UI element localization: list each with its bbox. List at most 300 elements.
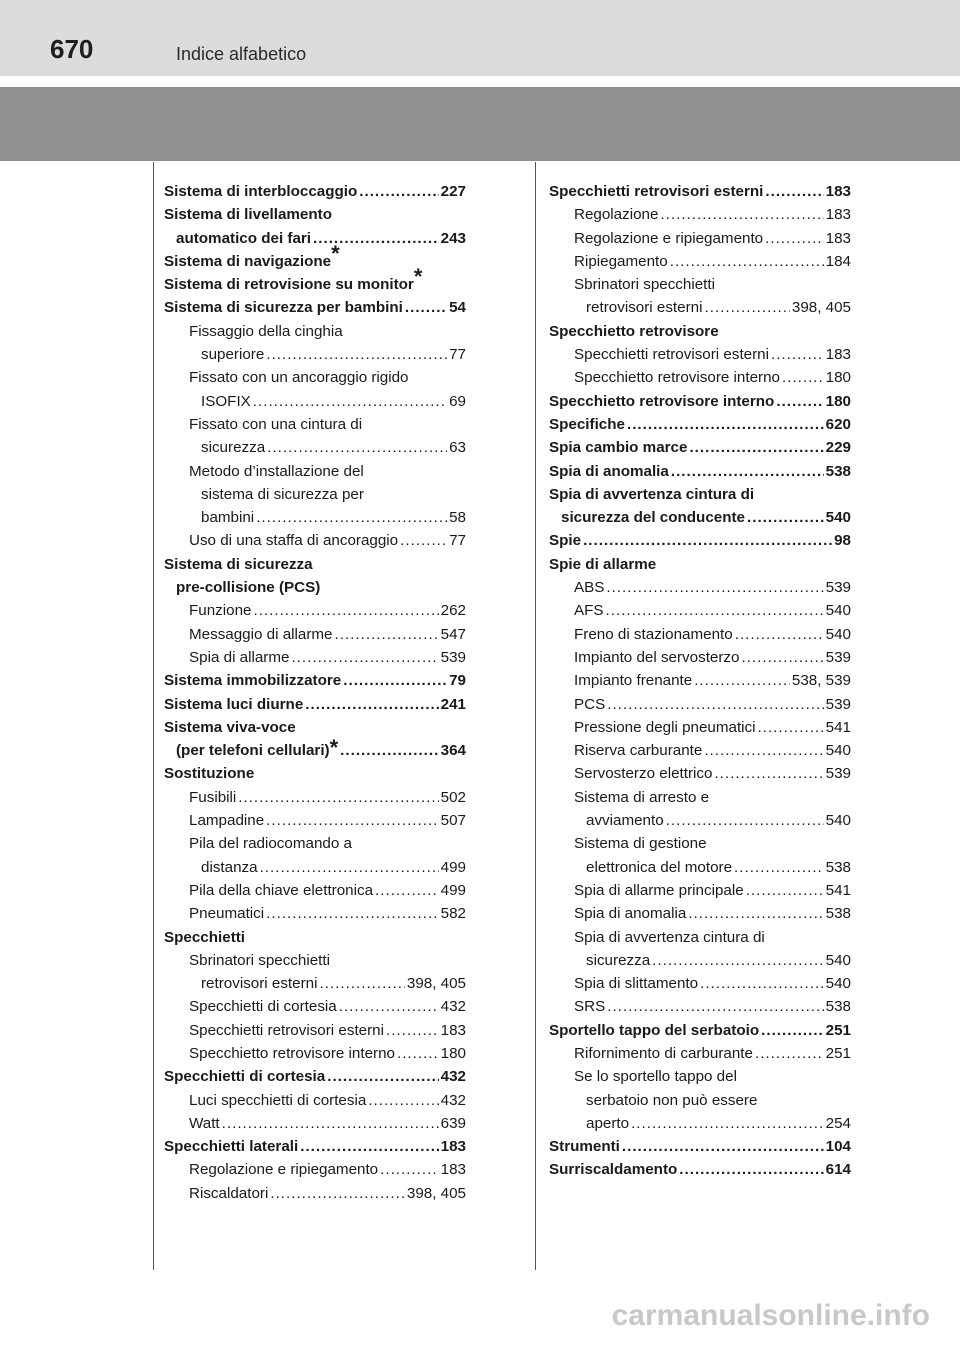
index-entry xyxy=(549,506,851,529)
dot-leader xyxy=(238,786,438,809)
entry-text: superiore xyxy=(201,346,265,364)
decorative-gray-band xyxy=(0,87,960,161)
footnote-asterisk: * xyxy=(413,264,423,290)
dot-leader xyxy=(671,460,824,483)
entry-text: Spia di avvertenza cintura di xyxy=(574,928,765,946)
dot-leader xyxy=(266,343,447,366)
entry-text: bambini xyxy=(201,509,255,527)
index-subentry xyxy=(164,506,466,529)
page-reference: 262 xyxy=(440,602,466,620)
page-reference: 639 xyxy=(440,1114,466,1132)
page-reference: 541 xyxy=(825,881,851,899)
entry-text: Spia di anomalia xyxy=(574,905,687,923)
entry-text: Regolazione e ripiegamento xyxy=(189,1161,379,1179)
index-subentry xyxy=(164,320,466,343)
entry-text: automatico dei fari xyxy=(176,229,312,247)
index-entry xyxy=(549,180,851,203)
index-entry xyxy=(164,203,466,226)
entry-text: serbatoio non può essere xyxy=(586,1091,758,1109)
page-reference: 241 xyxy=(440,695,466,713)
dot-leader xyxy=(704,739,823,762)
page-reference: 540 xyxy=(825,951,851,969)
dot-leader xyxy=(755,1042,824,1065)
page-reference: 541 xyxy=(825,718,851,736)
dot-leader xyxy=(256,506,447,529)
entry-text: Fusibili xyxy=(189,788,237,806)
dot-leader xyxy=(758,716,824,739)
entry-text: sicurezza xyxy=(586,951,651,969)
left-column-rule xyxy=(153,162,154,1270)
entry-text: Specchietto retrovisore interno xyxy=(549,392,775,410)
page-reference: 180 xyxy=(825,392,851,410)
entry-text: Impianto frenante xyxy=(574,672,693,690)
entry-text: Sistema luci diurne xyxy=(164,695,304,713)
index-subentry xyxy=(549,1089,851,1112)
entry-text: Sportello tappo del serbatoio xyxy=(549,1021,760,1039)
index-subentry xyxy=(164,436,466,459)
dot-leader xyxy=(339,995,439,1018)
index-subentry xyxy=(164,832,466,855)
entry-text: Specchietti retrovisori esterni xyxy=(189,1021,384,1039)
index-entry xyxy=(549,320,851,343)
index-subentry xyxy=(549,995,851,1018)
entry-text: ISOFIX xyxy=(201,392,251,410)
page-reference: 183 xyxy=(440,1021,466,1039)
dot-leader xyxy=(335,623,439,646)
index-column-left xyxy=(164,180,466,1205)
entry-text: Sistema di interbloccaggio xyxy=(164,183,358,200)
dot-leader xyxy=(359,180,438,203)
index-entry xyxy=(164,762,466,785)
index-entry xyxy=(164,716,466,739)
entry-text: Metodo d’installazione del xyxy=(189,462,364,480)
index-entry: (per telefoni cellulari) * ..... 364 xyxy=(164,739,466,762)
dot-leader xyxy=(704,296,789,319)
entry-text: Specchietti laterali xyxy=(164,1138,299,1156)
index-subentry xyxy=(164,995,466,1018)
entry-text: distanza xyxy=(201,858,258,876)
page-reference: 54 xyxy=(449,299,466,317)
dot-leader xyxy=(253,599,438,622)
entry-text: AFS xyxy=(574,602,604,620)
entry-text: Sistema di arresto e xyxy=(574,788,710,806)
entry-text: Pila della chiave elettronica xyxy=(189,881,374,899)
index-subentry xyxy=(549,366,851,389)
page-reference: 539 xyxy=(825,648,851,666)
index-subentry xyxy=(164,413,466,436)
dot-leader xyxy=(607,995,823,1018)
index-subentry xyxy=(164,856,466,879)
index-subentry xyxy=(164,809,466,832)
page-reference: 69 xyxy=(449,392,466,410)
index-entry xyxy=(549,529,851,552)
index-subentry xyxy=(549,786,851,809)
entry-text: SRS xyxy=(574,998,606,1016)
entry-text: Messaggio di allarme xyxy=(189,625,333,643)
entry-text: retrovisori esterni xyxy=(586,299,703,317)
dot-leader xyxy=(606,576,823,599)
page-reference: 540 xyxy=(825,625,851,643)
entry-text: Freno di stazionamento xyxy=(574,625,733,643)
page-reference: 539 xyxy=(440,648,466,666)
page-reference: 547 xyxy=(440,625,466,643)
entry-text: Spia cambio marce xyxy=(549,439,688,457)
index-subentry xyxy=(164,1112,466,1135)
page-reference: 183 xyxy=(440,1138,466,1156)
index-subentry xyxy=(549,250,851,273)
entry-text: Impianto del servosterzo xyxy=(574,648,740,666)
index-subentry xyxy=(549,296,851,319)
index-subentry xyxy=(549,576,851,599)
page-reference: 539 xyxy=(825,765,851,783)
index-subentry xyxy=(549,693,851,716)
entry-text: Uso di una staffa di ancoraggio xyxy=(189,532,399,550)
entry-text: Sistema di gestione xyxy=(574,835,707,853)
page-reference: 538 xyxy=(825,998,851,1016)
entry-text: Sistema di sicurezza per bambini xyxy=(164,299,403,317)
entry-text: Specchietto retrovisore interno xyxy=(189,1044,395,1062)
index-entry xyxy=(164,227,466,250)
dot-leader xyxy=(222,1112,439,1135)
index-subentry xyxy=(164,786,466,809)
entry-text: Spia di anomalia xyxy=(549,462,669,480)
entry-text: Spia di allarme xyxy=(189,648,290,666)
index-subentry xyxy=(549,832,851,855)
entry-text: Sistema di navigazione xyxy=(164,252,332,270)
index-subentry xyxy=(549,1065,851,1088)
dot-leader xyxy=(400,529,447,552)
index-subentry xyxy=(164,1158,466,1181)
dot-leader xyxy=(260,856,439,879)
entry-text: Rifornimento di carburante xyxy=(574,1044,753,1062)
index-entry xyxy=(549,1019,851,1042)
header-band xyxy=(0,0,960,76)
dot-leader xyxy=(375,879,439,902)
entry-text: Specchietto retrovisore interno xyxy=(574,369,780,387)
page-reference: 538 xyxy=(825,905,851,923)
index-subentry xyxy=(164,623,466,646)
index-subentry xyxy=(549,599,851,622)
entry-text: Spia di allarme principale xyxy=(574,881,744,899)
page-reference: 63 xyxy=(449,439,466,457)
dot-leader xyxy=(343,669,447,692)
index-entry xyxy=(164,693,466,716)
dot-leader xyxy=(319,972,404,995)
entry-text: sicurezza del conducente xyxy=(561,509,745,527)
entry-text: Lampadine xyxy=(189,812,265,830)
dot-leader xyxy=(622,1135,824,1158)
entry-text: Riserva carburante xyxy=(574,742,703,760)
page-reference: 364 xyxy=(440,742,466,760)
index-entry xyxy=(164,1135,466,1158)
index-subentry xyxy=(549,343,851,366)
dot-leader xyxy=(253,390,447,413)
dot-leader xyxy=(679,1158,823,1181)
index-entry xyxy=(164,576,466,599)
dot-leader xyxy=(689,436,823,459)
index-column-right xyxy=(549,180,851,1182)
dot-leader xyxy=(305,693,438,716)
dot-leader xyxy=(270,1182,405,1205)
page-reference: 183 xyxy=(825,346,851,364)
page-reference: 180 xyxy=(440,1044,466,1062)
entry-text: Servosterzo elettrico xyxy=(574,765,713,783)
index-subentry xyxy=(164,529,466,552)
right-column-rule xyxy=(535,162,536,1270)
dot-leader xyxy=(291,646,438,669)
page-reference: 77 xyxy=(449,346,466,364)
index-subentry xyxy=(549,646,851,669)
entry-text: Fissato con un ancoraggio rigido xyxy=(189,369,409,387)
index-subentry xyxy=(164,879,466,902)
index-subentry xyxy=(164,1042,466,1065)
index-subentry xyxy=(549,762,851,785)
page-reference: 432 xyxy=(440,998,466,1016)
page-reference: 104 xyxy=(825,1138,851,1156)
section-title: Indice alfabetico xyxy=(176,44,307,64)
dot-leader xyxy=(700,972,824,995)
dot-leader xyxy=(765,227,824,250)
entry-text: Sbrinatori specchietti xyxy=(189,951,330,969)
index-subentry xyxy=(549,273,851,296)
watermark: carmanualsonline.info xyxy=(611,1299,930,1332)
index-entry xyxy=(549,483,851,506)
entry-text: Pneumatici xyxy=(189,905,265,923)
page-reference: 432 xyxy=(440,1091,466,1109)
dot-leader xyxy=(606,599,824,622)
entry-text: PCS xyxy=(574,695,606,713)
page-reference: 538 xyxy=(825,462,851,480)
page-reference: 183 xyxy=(825,206,851,224)
entry-text: ABS xyxy=(574,579,605,597)
index-entry xyxy=(549,460,851,483)
index-subentry xyxy=(549,669,851,692)
index-subentry xyxy=(164,366,466,389)
index-subentry xyxy=(549,1112,851,1135)
index-subentry xyxy=(164,343,466,366)
index-subentry xyxy=(549,203,851,226)
dot-leader xyxy=(266,902,439,925)
index-entry xyxy=(164,296,466,319)
index-subentry xyxy=(164,483,466,506)
dot-leader xyxy=(631,1112,824,1135)
dot-leader xyxy=(627,413,824,436)
entry-text: avviamento xyxy=(586,812,664,830)
entry-text: Sistema viva-voce xyxy=(164,718,296,736)
index-entry xyxy=(549,436,851,459)
index-subentry xyxy=(549,809,851,832)
index-subentry xyxy=(164,1019,466,1042)
page-reference: 540 xyxy=(825,742,851,760)
page-reference: 398, 405 xyxy=(406,1184,466,1202)
entry-text: Spia di avvertenza cintura di xyxy=(549,485,755,503)
page-reference: 183 xyxy=(440,1161,466,1179)
index-entry xyxy=(164,553,466,576)
entry-text: Strumenti xyxy=(549,1138,620,1156)
dot-leader xyxy=(765,180,823,203)
dot-leader xyxy=(405,296,447,319)
page-reference: 432 xyxy=(440,1068,466,1086)
index-subentry xyxy=(549,739,851,762)
entry-text: Funzione xyxy=(189,602,252,620)
entry-text: Regolazione xyxy=(574,206,659,224)
dot-leader xyxy=(688,902,823,925)
dot-leader xyxy=(714,762,823,785)
page-reference: 539 xyxy=(825,695,851,713)
dot-leader xyxy=(747,506,824,529)
dot-leader xyxy=(735,623,824,646)
dot-leader xyxy=(368,1089,438,1112)
entry-text: Surriscaldamento xyxy=(549,1161,678,1179)
index-subentry xyxy=(164,902,466,925)
index-subentry xyxy=(164,646,466,669)
page-reference: 507 xyxy=(440,812,466,830)
entry-text: aperto xyxy=(586,1114,630,1132)
dot-leader xyxy=(782,366,824,389)
page-reference: 398, 405 xyxy=(791,299,851,317)
entry-text: Pila del radiocomando a xyxy=(189,835,352,853)
index-subentry xyxy=(549,227,851,250)
page-reference: 184 xyxy=(825,252,851,270)
page-reference: 540 xyxy=(825,509,851,527)
dot-leader xyxy=(607,693,823,716)
index-subentry xyxy=(549,623,851,646)
entry-text: Pressione degli pneumatici xyxy=(574,718,756,736)
entry-text: Se lo sportello tappo del xyxy=(574,1068,737,1086)
index-subentry xyxy=(549,949,851,972)
page-reference: 243 xyxy=(440,229,466,247)
entry-text: Specchietti di cortesia xyxy=(164,1068,326,1086)
page-reference: 180 xyxy=(825,369,851,387)
index-subentry xyxy=(164,1182,466,1205)
page-reference: 79 xyxy=(449,672,466,690)
entry-text: retrovisori esterni xyxy=(201,975,318,993)
entry-text: Fissato con una cintura di xyxy=(189,415,363,433)
entry-text: Specchietto retrovisore xyxy=(549,322,719,340)
index-subentry xyxy=(549,926,851,949)
page-reference: 538 xyxy=(825,858,851,876)
index-entry xyxy=(164,669,466,692)
index-subentry xyxy=(164,599,466,622)
entry-text: Luci specchietti di cortesia xyxy=(189,1091,367,1109)
dot-leader xyxy=(583,529,832,552)
dot-leader xyxy=(776,390,823,413)
page-reference: 614 xyxy=(825,1161,851,1179)
index-entry xyxy=(549,1135,851,1158)
page-reference: 251 xyxy=(825,1044,851,1062)
page-reference: 499 xyxy=(440,881,466,899)
dot-leader xyxy=(660,203,823,226)
entry-text: sicurezza xyxy=(201,439,266,457)
page-reference: 499 xyxy=(440,858,466,876)
index-subentry xyxy=(164,949,466,972)
entry-text: Sistema di retrovisione su monitor xyxy=(164,276,414,294)
page-reference: 540 xyxy=(825,975,851,993)
index-entry xyxy=(164,926,466,949)
index-subentry xyxy=(164,1089,466,1112)
entry-text: Regolazione e ripiegamento xyxy=(574,229,764,247)
page-reference: 98 xyxy=(834,532,851,550)
entry-text: Spie di allarme xyxy=(549,555,657,573)
dot-leader xyxy=(266,809,439,832)
page-reference: 183 xyxy=(825,229,851,247)
index-subentry xyxy=(549,879,851,902)
index-subentry xyxy=(164,390,466,413)
page-reference: 398, 405 xyxy=(406,975,466,993)
entry-text: Specchietti xyxy=(164,928,246,946)
page-reference: 58 xyxy=(449,509,466,527)
entry-text: Sbrinatori specchietti xyxy=(574,276,715,294)
index-subentry xyxy=(164,972,466,995)
dot-leader xyxy=(666,809,824,832)
entry-text: pre-collisione (PCS) xyxy=(176,579,321,597)
index-subentry xyxy=(549,902,851,925)
entry-text: Riscaldatori xyxy=(189,1184,269,1202)
dot-leader xyxy=(670,250,824,273)
dot-leader xyxy=(386,1019,439,1042)
dot-leader xyxy=(741,646,823,669)
index-entry xyxy=(164,1065,466,1088)
entry-text: Spie xyxy=(549,532,582,550)
entry-text: (per telefoni cellulari) xyxy=(176,742,330,760)
dot-leader xyxy=(267,436,447,459)
entry-text: Spia di slittamento xyxy=(574,975,699,993)
entry-text: Sistema di sicurezza xyxy=(164,555,313,573)
index-subentry xyxy=(549,972,851,995)
entry-text: Fissaggio della cinghia xyxy=(189,322,343,340)
index-entry xyxy=(164,264,466,296)
entry-text: Sistema di livellamento xyxy=(164,206,332,224)
entry-text: Specchietti di cortesia xyxy=(189,998,337,1016)
page-reference: 227 xyxy=(440,183,466,200)
page-reference: 540 xyxy=(825,602,851,620)
dot-leader xyxy=(340,739,438,762)
page-reference: 502 xyxy=(440,788,466,806)
dot-leader xyxy=(771,343,824,366)
index-subentry xyxy=(549,856,851,879)
dot-leader xyxy=(327,1065,438,1088)
entry-text: Specchietti retrovisori esterni xyxy=(574,346,769,364)
dot-leader xyxy=(300,1135,438,1158)
index-entry xyxy=(549,413,851,436)
index-entry xyxy=(549,390,851,413)
page-reference: 620 xyxy=(825,415,851,433)
page-reference: 229 xyxy=(825,439,851,457)
index-subentry xyxy=(164,460,466,483)
entry-text: Watt xyxy=(189,1114,220,1132)
entry-text: Specchietti retrovisori esterni xyxy=(549,183,764,200)
page-reference: 582 xyxy=(440,905,466,923)
index-subentry xyxy=(549,1042,851,1065)
dot-leader xyxy=(761,1019,824,1042)
index-entry xyxy=(164,180,466,203)
page-reference: 77 xyxy=(449,532,466,550)
page-reference: 251 xyxy=(825,1021,851,1039)
page-number: 670 xyxy=(50,34,94,64)
index-entry xyxy=(549,1158,851,1181)
page-reference: 538, 539 xyxy=(791,672,851,690)
dot-leader xyxy=(734,856,824,879)
index-entry xyxy=(549,553,851,576)
entry-text: Specifiche xyxy=(549,415,625,433)
dot-leader xyxy=(397,1042,439,1065)
dot-leader xyxy=(746,879,824,902)
entry-text: Ripiegamento xyxy=(574,252,668,270)
entry-text: Sistema immobilizzatore xyxy=(164,672,342,690)
entry-text: Sostituzione xyxy=(164,765,255,783)
dot-leader xyxy=(380,1158,439,1181)
page-reference: 539 xyxy=(825,579,851,597)
